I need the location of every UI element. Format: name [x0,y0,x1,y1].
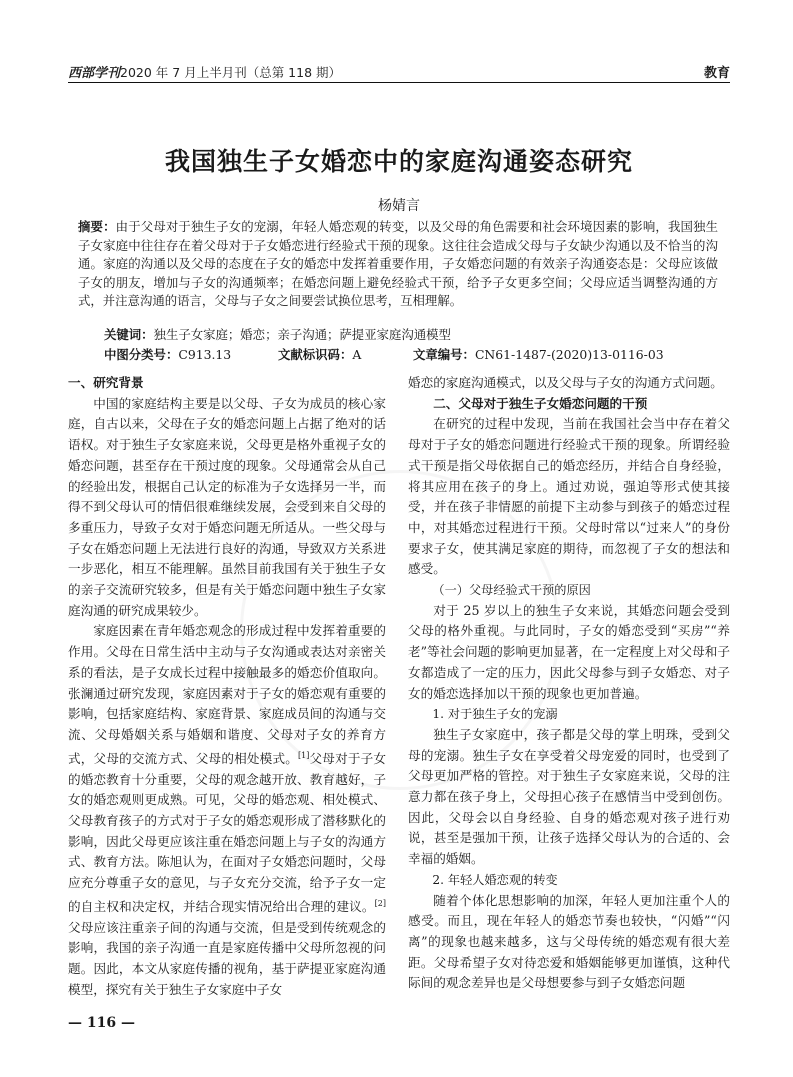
paragraph: 独生子女家庭中，孩子都是父母的掌上明珠，受到父母的宠溺。独生子女在享受着父母宠爱的同时，也受到了父母更加严格的管控。对于独生子女家庭来说，父母的注意力都在孩子身上，父母担心孩子在感情当中受到创伤。因此，父母会以自身经验、自身的婚恋观对孩子进行劝说，甚至是强加干预，让孩子选择父母认为的合适的、会幸福的婚姻。 [408,726,730,867]
doc-code [278,345,361,363]
page-number: — 116 — [68,1015,135,1031]
sub-subsection-heading: 1. 对于独生子女的宠溺 [432,707,558,722]
header-divider [68,82,730,83]
journal-info [68,62,341,81]
article-value: CN61-1487-(2020)13-0116-03 [474,347,664,362]
abstract-label: 摘要： [78,219,116,234]
running-header [68,60,730,82]
author-name: 杨婧言 [378,198,420,214]
paragraph-text: 父母对于子女的婚恋教育十分重要，父母的观念越开放、教育越好，子女的婚恋观则更成熟。可见，父母的婚恋观、相处模式、父母教育孩子的方式对于子女的婚恋观形成了潜移默化的影响，因此父母更应该注重在婚恋问题上与子女的沟通方式、教育方法。陈旭认为，在面对子女婚恋问题时，父母应充分尊重子女的意见，与子女充分交流，给予子女一定的自主权和决定权，并结合现实情况给出合理的建议。 [68,750,387,914]
article-number [413,345,664,363]
sub-subsection-heading: 2. 年轻人婚恋观的转变 [432,872,558,887]
paragraph: 随着个体化思想影响的加深，年轻人更加注重个人的感受。而且，现在年轻人的婚恋节奏也较快，“闪婚”“闪离”的现象也越来越多，这与父母传统的婚恋观有很大差距。父母希望子女对待恋爱和婚姻能够更加谨慎，这种代际间的观念差异也是父母想要参与到子女婚恋问题 [408,892,730,991]
keywords-label: 关键词： [104,327,154,342]
paragraph-text: 父母应该注重亲子间的沟通与交流，但是受到传统观念的影响，我国的亲子沟通一直是家庭传播中父母所忽视的问题。因此，本文从家庭传播的视角，基于萨提亚家庭沟通模型，探究有关于独生子女家庭中子女 [68,919,386,997]
section-label: 教育 [703,66,730,81]
paragraph: 对于 25 岁以上的独生子女来说，其婚恋问题会受到父母的格外重视。与此同时，子女的婚恋受到“买房”“养老”等社会问题的影响更加显著，在一定程度上对父母和子女都造成了一定的压力，因此父母参与到子女婚恋、对子女的婚恋选择加以干预的现象也更加普遍。 [408,602,730,701]
section-heading-1: 一、研究背景 [68,375,144,390]
article-title: 我国独生子女婚恋中的家庭沟通姿态研究 [164,147,633,176]
doc-value: A [352,347,362,362]
left-column [68,373,386,1000]
paragraph: 在研究的过程中发现，当前在我国社会当中存在着父母对于子女的婚恋问题进行经验式干预的现象。所谓经验式干预是指父母依据自己的婚恋经历，并结合自身经验，将其应用在孩子的身上。通过劝说，强迫等形式使其接受，并在孩子非情愿的前提下主动参与到孩子的婚恋过程中，对其婚恋过程进行干预。父母时常以“过来人”的身份要求子女，使其满足家庭的期待，而忽视了子女的想法和感受。 [408,416,730,577]
abstract-text: 由于父母对于独生子女的宠溺，年轻人婚恋观的转变，以及父母的角色需要和社会环境因素的影响，我国独生子女家庭中往往存在着父母对于子女婚恋进行经验式干预的现象。这往往会造成父母与子女缺少沟通以及不恰当的沟通。家庭的沟通以及父母的态度在子女的婚恋中发挥着重要作用，子女婚恋问题的有效亲子沟通姿态是：父母应该做子女的朋友，增加与子女的沟通频率；在婚恋问题上避免经验式干预，给予子女更多空间；父母应适当调整沟通的方式，并注意沟通的语言，父母与子女之间要尝试换位思考，互相理解。 [78,219,719,309]
subsection-heading: （一）父母经验式干预的原因 [432,583,591,598]
keywords [104,325,451,343]
doc-label: 文献标识码： [278,347,353,362]
issue-info: 2020 年 7 月上半月刊（总第 118 期） [120,65,342,80]
paragraph [68,621,386,1000]
article-label: 文章编号： [413,347,475,362]
clc-label: 中图分类号： [104,347,179,362]
paragraph: 婚恋的家庭沟通模式，以及父母与子女的沟通方式问题。 [408,375,723,390]
paragraph-text: 家庭因素在青年婚恋观念的形成过程中发挥着重要的作用。父母在日常生活中主动与子女沟通或表达对亲密关系的看法，是子女成长过程中接触最多的婚恋价值取向。张澜通过研究发现，家庭因素对于子女的婚恋观有重要的影响，包括家庭结构、家庭背景、家庭成员间的沟通与交流、父母婚姻关系与婚姻和谐度、父母对子女的养育方式，父母的交流方式、父母的相处模式。 [68,623,386,766]
keywords-text: 独生子女家庭；婚恋；亲子沟通；萨提亚家庭沟通模型 [153,327,451,342]
clc-value: C913.13 [178,347,232,362]
journal-name: 西部学刊 [68,66,121,81]
clc-number [104,345,231,363]
citation-ref: [1] [298,750,310,760]
right-column [408,373,730,994]
citation-ref: [2] [374,898,386,908]
section-heading-2: 二、父母对于独生子女婚恋问题的干预 [433,395,648,411]
abstract [78,218,718,311]
paragraph: 中国的家庭结构主要是以父母、子女为成员的核心家庭，自古以来，父母在子女的婚恋问题上占据了绝对的话语权。对于独生子女家庭来说，父母更是格外重视子女的婚恋问题，甚至存在干预过度的现象。父母通常会从自己的经验出发，根据自己认定的标准为子女选择另一半，而得不到父母认可的情侣很难继续发展，会受到来自父母的多重压力，导致子女对于婚恋问题无所适从。一些父母与子女在婚恋问题上无法进行良好的沟通，导致双方关系进一步恶化，相互不能理解。虽然目前我国有关于独生子女的亲子交流研究较多，但是有关于婚恋问题中独生子女家庭沟通的研究成果较少。 [68,395,386,618]
